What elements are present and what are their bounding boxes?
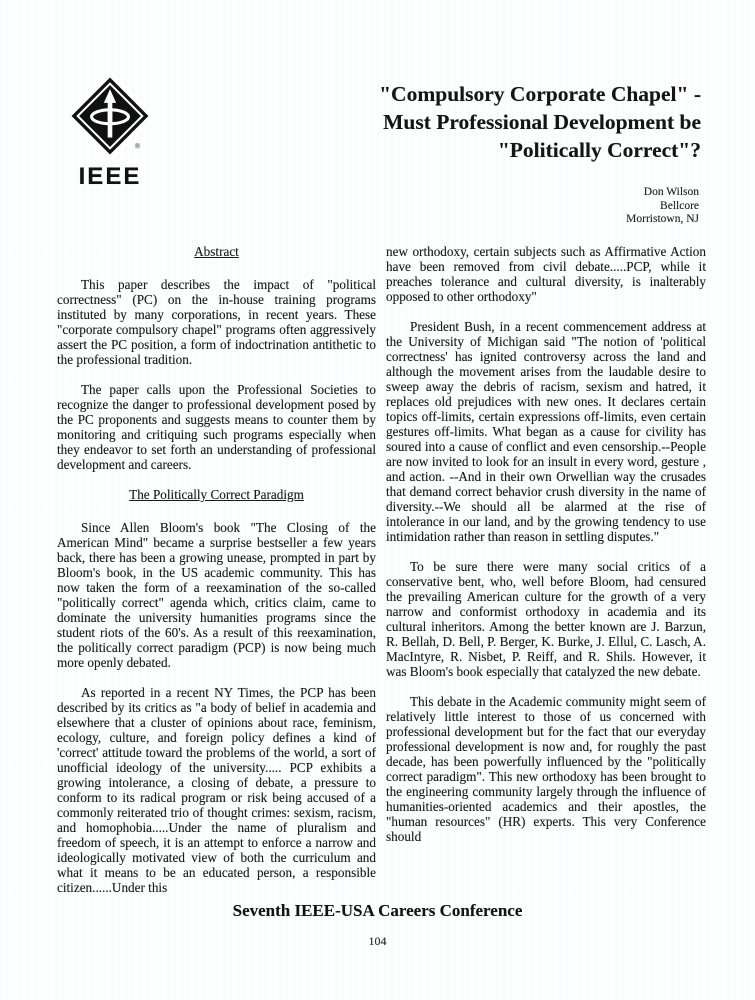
body-paragraph-social-critics: To be sure there were many social critics of a conservative bent, who, well before Bloom, had censured the prevailing American culture for the growth of a very narrow and conformist orthodoxy in academia and its cultural inheritors. Among the better known are J. Barzun, R. Bellah, D. Bell, P. Berger, K. Burke, J. Ellul, C. Lasch, A. MacIntyre, R. Nisbet, P. Reiff, and R. Shils. However, it was Bloom's book especially that catalyzed the new debate. [386,559,706,679]
section-heading-politically-correct-paradigm: The Politically Correct Paradigm [129,487,304,502]
body-paragraph-bloom: Since Allen Bloom's book "The Closing of the American Mind" became a surprise bestseller a few years back, there has been a growing unease, prompted in part by Bloom's book, in the US academic community. This has now taken the form of a reexamination of the so-called "politically correct" agenda which, critics claim, came to dominate the university humanities programs since the student riots of the 60's. As a result of this reexamination, the politically correct paradigm (PCP) is now being much more openly debated. [57,520,376,670]
abstract-paragraph-2: The paper calls upon the Professional Societies to recognize the danger to professional development posed by the PC proponents and suggests means to counter them by monitoring and critiquing such programs especially when they endeavor to set forth an understanding of professional development and careers. [57,382,376,472]
body-paragraph-continued-orthodoxy: new orthodoxy, certain subjects such as Affirmative Action have been removed from civil debate.....PCP, while it preaches tolerance and cultural diversity, is inalterably opposed to other orthodoxy" [386,244,706,304]
body-paragraph-president-bush: President Bush, in a recent commencement address at the University of Michigan said "The notion of 'political correctness' has ignited controversy across the land and although the movement arises from the laudable desire to sweep away the debris of racism, sexism and hatred, it replaces old prejudices with new ones. It declares certain topics off-limits, certain expressions off-limits, even certain gestures off-limits. What began as a cause for civility has soured into a cause of conflict and even censorship.--People are now invited to look for an insult in every word, gesture , and action. --And in their own Orwellian way the crusades that demand correct behavior crush diversity in the name of diversity.--We should all be alarmed at the rise of intolerance in our land, and by the growing tendency to use intimidation rather than reason in settling disputes." [386,319,706,544]
title-line-2: Must Professional Development be [383,110,701,134]
ieee-logo-text: IEEE [78,163,142,190]
abstract-paragraph-1: This paper describes the impact of "political correctness" (PC) on the in-house training programs instituted by many corporations, in recent years. These "corporate compulsory chapel" programs often aggressively assert the PC position, a form of indoctrination antithetic to the professional tradition. [57,277,376,367]
paper-title [231,80,701,164]
abstract-heading: Abstract [194,244,239,259]
ieee-diamond-kite-icon [70,76,150,156]
body-paragraph-ny-times: As reported in a recent NY Times, the PCP has been described by its critics as "a body of belief in academia and elsewhere that a cluster of opinions about race, feminism, ecology, culture, and foreign policy defines a kind of 'correct' attitude toward the problems of the world, a sort of unofficial ideology of the university..... PCP exhibits a growing intolerance, a closing of debate, a pressure to conform to its radical program or risk being accused of a commonly reiterated trio of thought crimes: sexism, racism, and homophobia.....Under the name of pluralism and freedom of speech, it is an attempt to enforce a narrow and ideologically motivated view of both the curriculum and what it means to be an educated person, a responsible citizen......Under this [57,685,376,895]
page-number: 104 [368,934,387,948]
author-location: Morristown, NJ [626,213,699,225]
title-line-3: "Politically Correct"? [497,138,701,162]
footer-conference-name: Seventh IEEE-USA Careers Conference [232,901,523,920]
svg-text:®: ® [134,141,141,151]
left-column [57,244,376,910]
author-block [626,186,699,227]
title-line-1: "Compulsory Corporate Chapel" - [379,82,701,106]
author-affiliation: Bellcore [660,199,699,212]
ieee-logo [66,76,154,191]
body-paragraph-academic-debate: This debate in the Academic community might seem of relatively little interest to those of us concerned with professional development but for the fact that our everyday professional development is now and, for roughly the past decade, has been powerfully influenced by the "politically correct paradigm". This new orthodoxy has been brought to the engineering community largely through the influence of humanities-oriented academics and their apostles, the "human resources" (HR) experts. This very Conference should [386,694,706,844]
author-name: Don Wilson [643,186,699,198]
right-column [386,244,706,859]
